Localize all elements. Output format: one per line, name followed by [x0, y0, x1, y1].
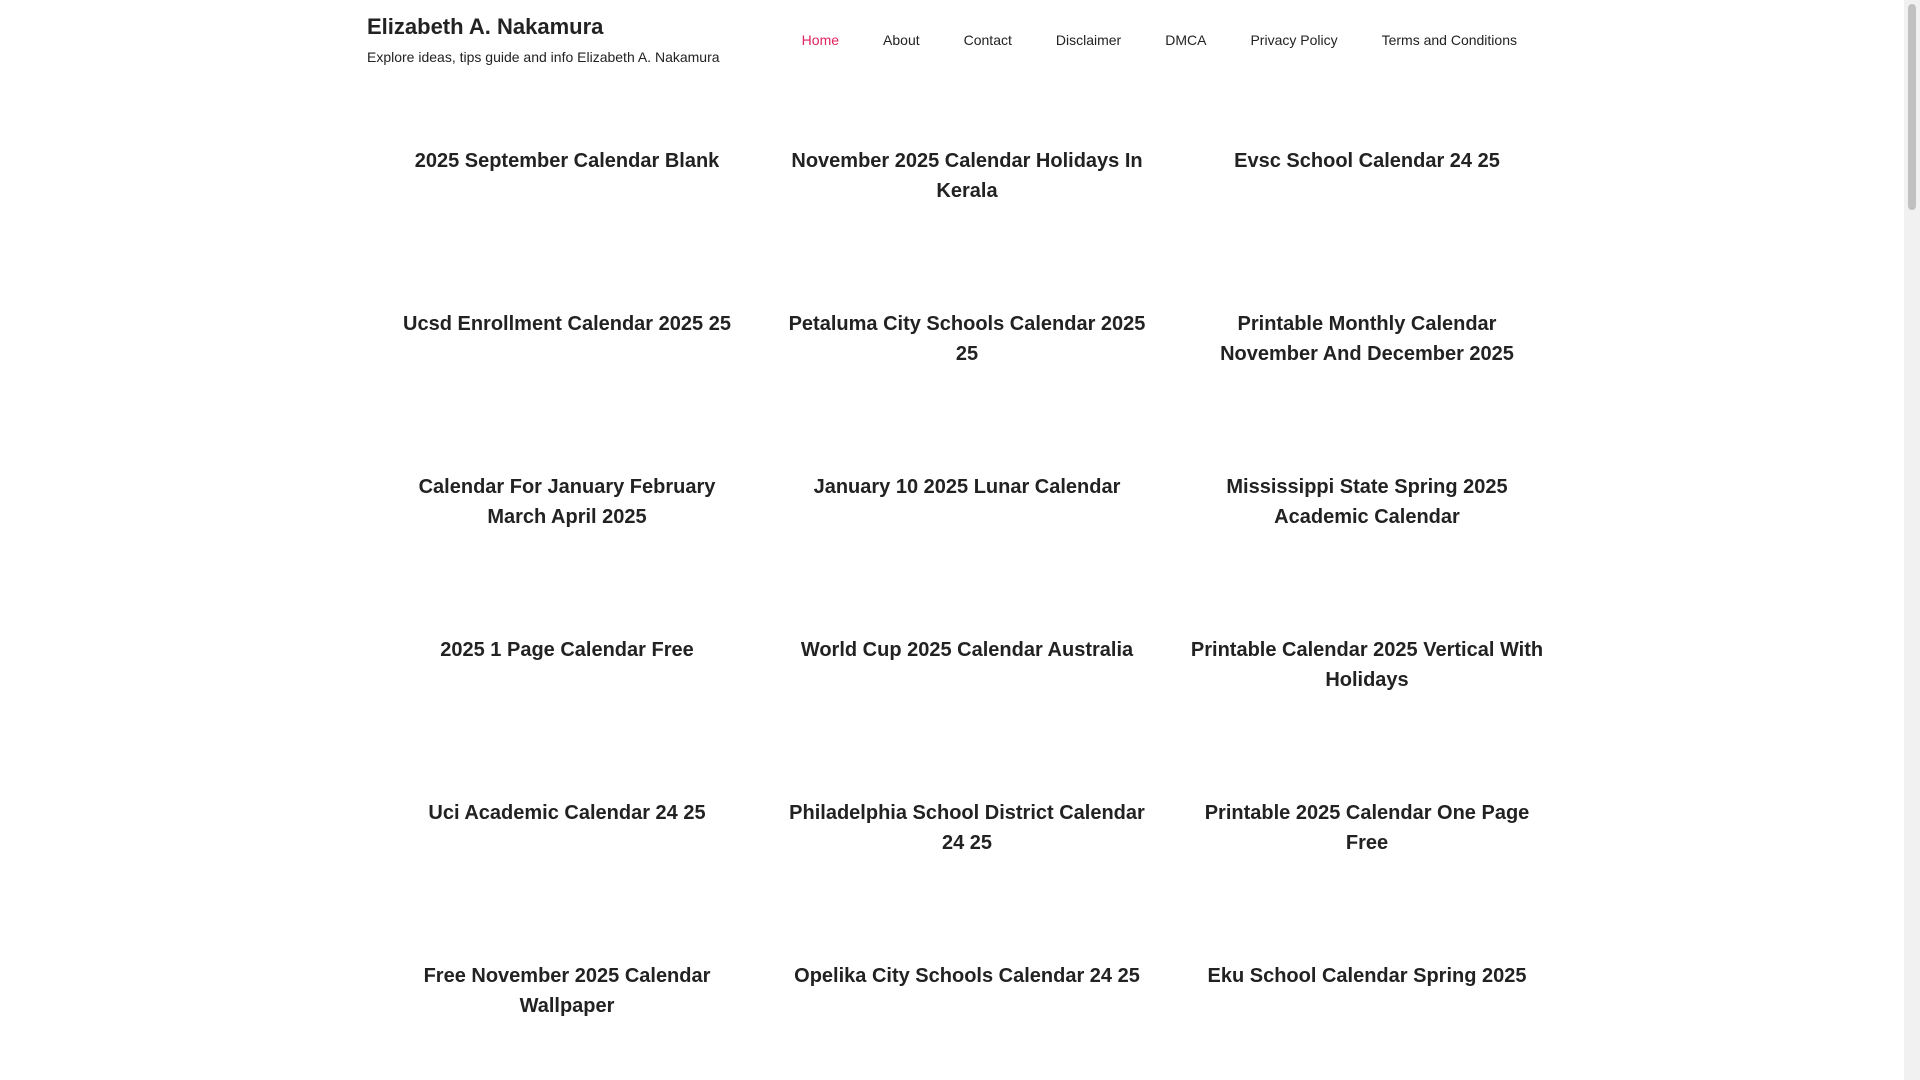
post-card	[1167, 798, 1567, 961]
post-title-link[interactable]: Evsc School Calendar 24 25	[1234, 150, 1500, 172]
post-title-link[interactable]: Printable Monthly Calendar November And December 2025	[1220, 313, 1514, 365]
nav-item-terms-and-conditions[interactable]: Terms and Conditions	[1381, 32, 1517, 48]
site-tagline: Explore ideas, tips guide and info Elizabeth A. Nakamura	[367, 49, 720, 65]
post-title-link[interactable]: Printable Calendar 2025 Vertical With Holidays	[1190, 639, 1544, 691]
post-title-link[interactable]: World Cup 2025 Calendar Australia	[800, 639, 1134, 661]
post-title-link[interactable]: 2025 1 Page Calendar Free	[440, 639, 694, 661]
nav-item-contact[interactable]: Contact	[963, 32, 1012, 48]
post-card	[767, 798, 1167, 961]
post-title-link[interactable]: November 2025 Calendar Holidays In Kerala	[791, 150, 1143, 202]
post-title-link[interactable]: Mississippi State Spring 2025 Academic Calendar	[1226, 476, 1508, 528]
post-card	[1167, 472, 1567, 635]
post-title-link[interactable]: Free November 2025 Calendar Wallpaper	[423, 965, 711, 1017]
site-header	[367, 0, 1517, 80]
nav-item-home[interactable]: Home	[801, 32, 840, 48]
post-title-link[interactable]: Uci Academic Calendar 24 25	[428, 802, 706, 824]
post-card	[1167, 635, 1567, 798]
nav-item-about[interactable]: About	[883, 32, 920, 48]
post-title-link[interactable]: Ucsd Enrollment Calendar 2025 25	[403, 313, 731, 335]
post-title-link[interactable]: Calendar For January February March April 2025	[418, 476, 716, 528]
post-card	[1167, 961, 1567, 1080]
post-card	[767, 146, 1167, 309]
post-card	[767, 961, 1167, 1080]
post-title-link[interactable]: 2025 September Calendar Blank	[414, 150, 720, 172]
scrollbar-thumb[interactable]	[1908, 4, 1916, 210]
post-card	[1167, 309, 1567, 472]
site-title[interactable]: Elizabeth A. Nakamura	[367, 14, 604, 39]
post-title-link[interactable]: Opelika City Schools Calendar 24 25	[794, 965, 1140, 987]
post-title-link[interactable]: Eku School Calendar Spring 2025	[1207, 965, 1527, 987]
nav-item-privacy-policy[interactable]: Privacy Policy	[1250, 32, 1338, 48]
nav-item-dmca[interactable]: DMCA	[1165, 32, 1207, 48]
post-card	[367, 798, 767, 961]
post-card	[367, 635, 767, 798]
post-title-link[interactable]: Petaluma City Schools Calendar 2025 25	[788, 313, 1146, 365]
post-card	[767, 472, 1167, 635]
main-nav	[780, 0, 1517, 80]
nav-item-disclaimer[interactable]: Disclaimer	[1055, 32, 1122, 48]
post-card	[767, 309, 1167, 472]
post-title-link[interactable]: Philadelphia School District Calendar 24 25	[789, 802, 1145, 854]
post-card	[367, 472, 767, 635]
post-card	[1167, 146, 1567, 309]
vertical-scrollbar[interactable]	[1904, 0, 1920, 1080]
post-card	[367, 309, 767, 472]
post-title-link[interactable]: January 10 2025 Lunar Calendar	[813, 476, 1121, 498]
post-grid	[367, 146, 1567, 1080]
post-card	[767, 635, 1167, 798]
post-card	[367, 961, 767, 1080]
post-card	[367, 146, 767, 309]
post-title-link[interactable]: Printable 2025 Calendar One Page Free	[1204, 802, 1530, 854]
